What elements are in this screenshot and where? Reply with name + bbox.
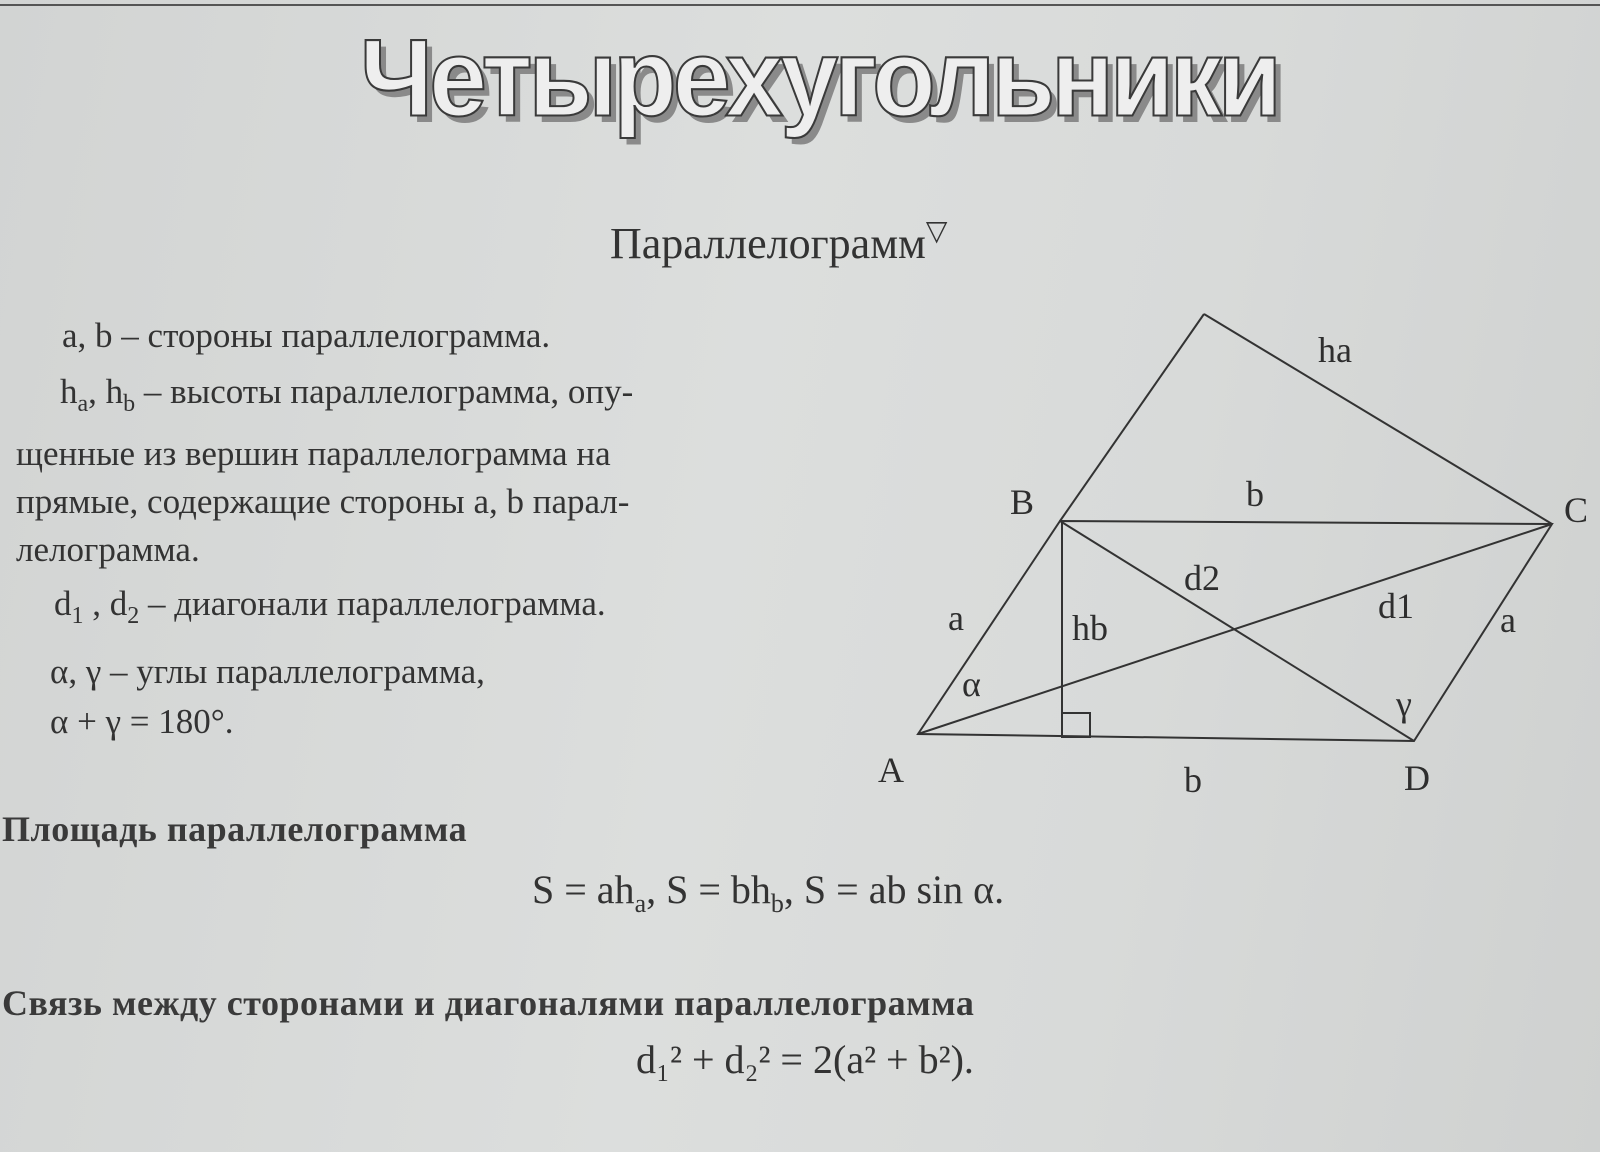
label-alpha: α	[962, 664, 981, 704]
definition-heights-line2: щенные из вершин параллелограмма на	[16, 434, 611, 473]
area-heading: Площадь параллелограмма	[2, 809, 468, 849]
vertex-a: A	[878, 750, 904, 790]
area-formula-2: , S = bh	[646, 867, 771, 912]
definition-sides: a, b – стороны параллелограмма.	[62, 316, 551, 355]
definition-angles: α, γ – углы параллелограмма,	[50, 652, 485, 691]
sub-a: a	[77, 391, 89, 417]
parallelogram-shape	[918, 521, 1552, 741]
relation-heading: Связь между сторонами и диагоналями параллелограмма	[2, 983, 975, 1023]
vertex-c: C	[1564, 490, 1589, 530]
label-hb: hb	[1072, 608, 1108, 648]
d-symbol: d	[54, 584, 72, 623]
label-b-bottom: b	[1184, 760, 1202, 800]
extension-line	[1060, 314, 1204, 521]
definition-heights-line4: лелограмма.	[16, 530, 200, 569]
page-title: Четырехугольники	[360, 18, 1278, 140]
area-sub-a: a	[634, 889, 647, 918]
section-title-text: Параллелограмм	[610, 219, 926, 268]
vertex-b: B	[1010, 482, 1035, 522]
label-a-right: a	[1500, 600, 1516, 640]
diagonal-d2	[1060, 521, 1414, 741]
relation-formula: d₁² + d₂² = 2(a² + b²).	[636, 1037, 974, 1082]
area-sub-b: b	[770, 889, 784, 918]
sub-2: 2	[127, 603, 140, 629]
triangle-mark-icon: ▽	[925, 216, 948, 247]
label-d2: d2	[1184, 558, 1220, 598]
label-gamma: γ	[1396, 684, 1412, 724]
area-formula-3: , S = ab sin α.	[783, 867, 1005, 912]
label-d1: d1	[1378, 586, 1414, 626]
h-symbol: h	[60, 372, 78, 411]
area-formula-1: S = ah	[532, 867, 635, 912]
h-symbol-b: , h	[88, 372, 124, 411]
angle-sum: α + γ = 180°.	[50, 702, 234, 741]
label-ha: ha	[1318, 330, 1352, 370]
definition-heights-line3: прямые, содержащие стороны a, b парал-	[16, 482, 630, 521]
right-angle-mark	[1062, 713, 1090, 737]
label-a-left: a	[948, 598, 964, 638]
label-b-top: b	[1246, 474, 1264, 514]
heights-text: – высоты параллелограмма, опу-	[135, 372, 634, 411]
vertex-d: D	[1404, 758, 1430, 798]
sub-1: 1	[71, 603, 84, 629]
diagonals-text: – диагонали параллелограмма.	[139, 584, 606, 623]
sub-b: b	[123, 391, 136, 417]
d-symbol-2: , d	[83, 584, 128, 623]
